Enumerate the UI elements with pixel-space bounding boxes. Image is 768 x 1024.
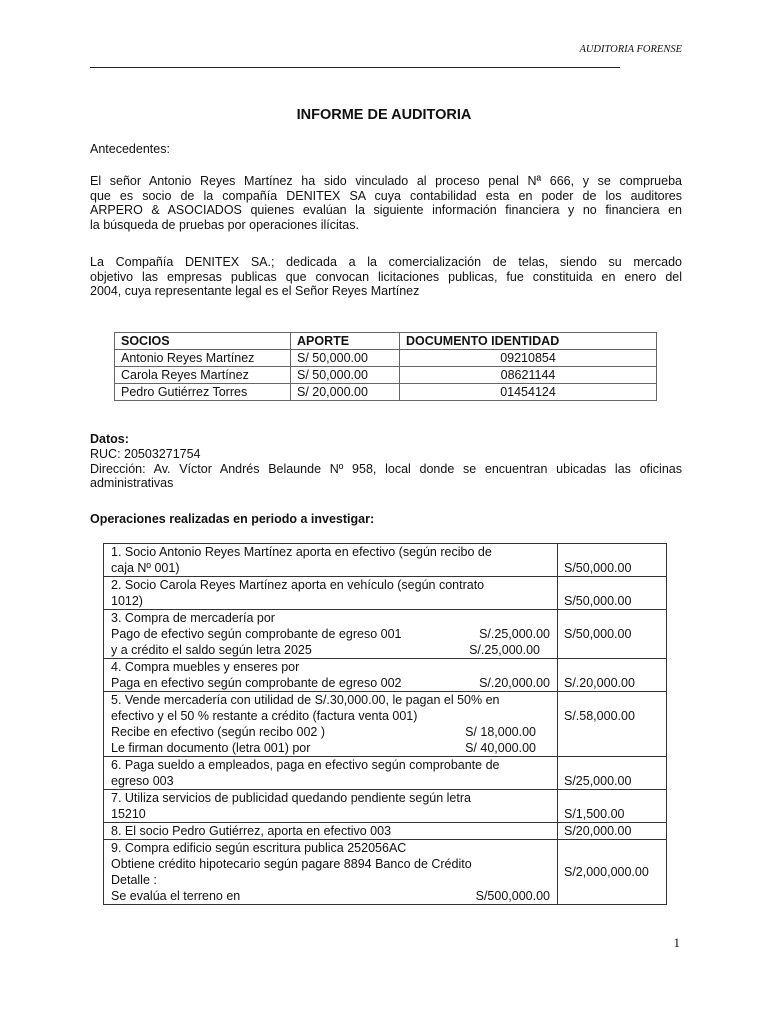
- paragraph-2-line: objetivo las empresas publicas que convocan licitaciones publicas, fue constituida en enero del: [90, 269, 682, 284]
- operation-line: 2. Socio Carola Reyes Martínez aporta en vehículo (según contrato: [111, 578, 485, 592]
- paragraph-1-line: que es socio de la compañía DENITEX SA cuya contabilidad esta en poder de los auditores: [90, 188, 682, 203]
- operation-line: 3. Compra de mercadería por: [111, 611, 275, 625]
- operation-amount: S/50,000.00: [558, 577, 667, 610]
- operation-amount: S/50,000.00: [558, 610, 667, 659]
- operation-line: Detalle :: [111, 873, 157, 887]
- table-row: [104, 692, 667, 757]
- subitem-amount: S/ 40,000.00: [465, 741, 536, 755]
- operation-line: 8. El socio Pedro Gutiérrez, aporta en efectivo 003: [111, 824, 392, 838]
- table-row: [104, 577, 667, 610]
- operation-line: caja Nº 001): [111, 561, 180, 575]
- subitem-label: Se evalúa el terreno en: [111, 889, 241, 903]
- paragraph-1-line: El señor Antonio Reyes Martínez ha sido vinculado al proceso penal Nª 666, y se comprueba: [90, 174, 682, 188]
- socio-documento: 08621144: [400, 367, 657, 384]
- paragraph-1: [90, 174, 682, 232]
- socio-name: Carola Reyes Martínez: [115, 367, 291, 384]
- socio-aporte: S/ 50,000.00: [291, 367, 400, 384]
- operation-line: egreso 003: [111, 774, 174, 788]
- subitem-amount: S/.25,000.00: [469, 643, 540, 657]
- direccion-line: administrativas: [90, 476, 174, 490]
- document-title: INFORME DE AUDITORIA: [296, 107, 472, 123]
- socios-table: [114, 332, 657, 401]
- operation-amount: S/1,500.00: [558, 790, 667, 823]
- table-row: [115, 367, 657, 384]
- operation-description: [104, 577, 558, 610]
- subitem-label: Recibe en efectivo (según recibo 002 ): [111, 725, 326, 739]
- operation-line: 7. Utiliza servicios de publicidad quedando pendiente según letra: [111, 791, 471, 805]
- socio-aporte: S/ 50,000.00: [291, 350, 400, 367]
- operation-amount: S/50,000.00: [558, 544, 667, 577]
- socio-aporte: S/ 20,000.00: [291, 384, 400, 401]
- operation-amount: S/2,000,000.00: [558, 840, 667, 905]
- table-row: [104, 757, 667, 790]
- operation-line: 4. Compra muebles y enseres por: [111, 660, 300, 674]
- col-header-socios: SOCIOS: [115, 333, 291, 350]
- operation-line: Obtiene crédito hipotecario según pagare 8894 Banco de Crédito: [111, 857, 472, 871]
- paragraph-2: [90, 255, 682, 299]
- subitem-label: Paga en efectivo según comprobante de egreso 002: [111, 676, 402, 690]
- operation-description: [104, 790, 558, 823]
- socio-name: Pedro Gutiérrez Torres: [115, 384, 291, 401]
- subitem-amount: S/.20,000.00: [479, 676, 550, 690]
- paragraph-1-line: ARPERO & ASOCIADOS quienes evalúan la siguiente información financiera y no financiera en: [90, 203, 682, 217]
- operaciones-title: Operaciones realizadas en periodo a investigar:: [90, 512, 375, 526]
- subitem-amount: S/ 18,000.00: [465, 725, 536, 739]
- operation-description: [104, 692, 558, 757]
- table-row: [115, 384, 657, 401]
- table-row: [104, 840, 667, 905]
- datos-block: [90, 447, 682, 491]
- paragraph-2-line: 2004, cuya representante legal es el Señor Reyes Martínez: [90, 284, 420, 298]
- antecedentes-label: Antecedentes:: [90, 142, 170, 156]
- operation-line: efectivo y el 50 % restante a crédito (factura venta 001): [111, 709, 418, 723]
- operation-line: 1. Socio Antonio Reyes Martínez aporta en efectivo (según recibo de: [111, 545, 492, 559]
- operation-line: 1012): [111, 594, 143, 608]
- operation-description: [104, 544, 558, 577]
- socio-documento: 01454124: [400, 384, 657, 401]
- operation-subitem: [111, 642, 550, 658]
- col-header-aporte: APORTE: [291, 333, 400, 350]
- paragraph-1-line: la búsqueda de pruebas por operaciones ilícitas.: [90, 217, 359, 232]
- operation-description: [104, 610, 558, 659]
- operaciones-table: [103, 543, 667, 905]
- page-number: 1: [673, 935, 680, 950]
- operation-subitem: [111, 675, 550, 691]
- operation-subitem: [111, 724, 550, 740]
- subitem-amount: S/500,000.00: [475, 889, 550, 903]
- table-row: [104, 659, 667, 692]
- operation-amount: S/.20,000.00: [558, 659, 667, 692]
- ruc: RUC: 20503271754: [90, 447, 201, 461]
- operation-line: 9. Compra edificio según escritura publica 252056AC: [111, 841, 407, 855]
- table-row: [104, 823, 667, 840]
- operation-amount: S/20,000.00: [558, 823, 667, 840]
- operation-description: [104, 659, 558, 692]
- operation-amount: S/.58,000.00: [558, 692, 667, 757]
- socios-header-row: [115, 333, 657, 350]
- datos-title: Datos:: [90, 432, 129, 446]
- table-row: [115, 350, 657, 367]
- operation-description: [104, 757, 558, 790]
- table-row: [104, 790, 667, 823]
- subitem-amount: S/.25,000.00: [479, 627, 550, 641]
- operation-line: 5. Vende mercadería con utilidad de S/.30,000.00, le pagan el 50% en: [111, 693, 500, 707]
- running-header: AUDITORIA FORENSE: [579, 44, 682, 55]
- table-row: [104, 610, 667, 659]
- operation-description: [104, 840, 558, 905]
- col-header-documento: DOCUMENTO IDENTIDAD: [400, 333, 657, 350]
- socio-name: Antonio Reyes Martínez: [115, 350, 291, 367]
- operation-subitem: [111, 888, 550, 904]
- paragraph-2-line: La Compañía DENITEX SA.; dedicada a la comercialización de telas, siendo su mercado: [90, 255, 682, 269]
- direccion-line: Dirección: Av. Víctor Andrés Belaunde Nº 958, local donde se encuentran ubicadas las oficinas: [90, 461, 682, 476]
- subitem-label: Pago de efectivo según comprobante de egreso 001: [111, 627, 402, 641]
- operation-line: 15210: [111, 807, 146, 821]
- operation-line: 6. Paga sueldo a empleados, paga en efectivo según comprobante de: [111, 758, 500, 772]
- subitem-label: y a crédito el saldo según letra 2025: [111, 643, 312, 657]
- header-rule: [90, 67, 620, 68]
- table-row: [104, 544, 667, 577]
- operation-description: [104, 823, 558, 840]
- operation-amount: S/25,000.00: [558, 757, 667, 790]
- subitem-label: Le firman documento (letra 001) por: [111, 741, 311, 755]
- operation-subitem: [111, 740, 550, 756]
- operation-subitem: [111, 626, 550, 642]
- socio-documento: 09210854: [400, 350, 657, 367]
